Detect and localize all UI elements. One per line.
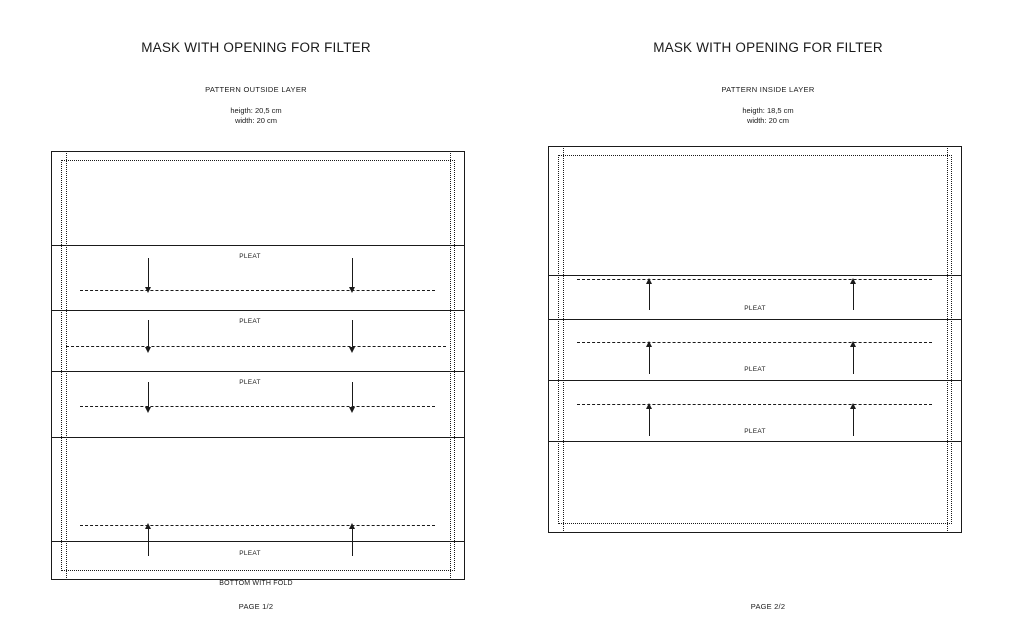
- pleat-direction-arrow: [148, 382, 149, 408]
- fold-line: [80, 290, 435, 291]
- pleat-direction-arrow: [853, 408, 854, 436]
- pleat-boundary-line: [548, 319, 962, 320]
- fold-line: [66, 346, 446, 347]
- fold-line: [80, 525, 435, 526]
- seam-allowance-rectangle-right: [558, 155, 952, 524]
- fold-line: [577, 279, 932, 280]
- seam-allowance-rectangle-left: [61, 160, 455, 571]
- pleat-direction-arrow: [148, 528, 149, 556]
- pleat-boundary-line: [51, 245, 465, 246]
- pattern-page-inside-layer: [512, 0, 1024, 640]
- pleat-label: PLEAT: [744, 428, 766, 435]
- page-subtitle-left: PATTERN OUTSIDE LAYER: [205, 85, 307, 94]
- pleat-direction-arrow: [853, 283, 854, 310]
- pleat-boundary-line: [51, 371, 465, 372]
- pleat-direction-arrow: [649, 283, 650, 310]
- pleat-label: PLEAT: [239, 253, 261, 260]
- pleat-direction-arrow: [148, 258, 149, 288]
- page-number-left: PAGE 1/2: [238, 602, 274, 611]
- page-title-left: MASK WITH OPENING FOR FILTER: [141, 40, 371, 55]
- pleat-label: PLEAT: [239, 550, 261, 557]
- pleat-direction-arrow: [352, 258, 353, 288]
- fold-line: [577, 342, 932, 343]
- fold-line: [577, 404, 932, 405]
- pleat-direction-arrow: [649, 346, 650, 374]
- page-title-right: MASK WITH OPENING FOR FILTER: [653, 40, 883, 55]
- pleat-boundary-line: [51, 437, 465, 438]
- pleat-label: PLEAT: [744, 305, 766, 312]
- page-subtitle-right: PATTERN INSIDE LAYER: [721, 85, 815, 94]
- height-text-left: heigth: 20,5 cm: [230, 106, 282, 115]
- width-text-left: width: 20 cm: [234, 116, 278, 125]
- seam-guide-line-left-inner: [66, 151, 67, 580]
- pleat-direction-arrow: [853, 346, 854, 374]
- seam-guide-line-left-inner: [563, 146, 564, 533]
- bottom-fold-note: BOTTOM WITH FOLD: [219, 580, 293, 587]
- pleat-label: PLEAT: [239, 379, 261, 386]
- pleat-direction-arrow: [352, 528, 353, 556]
- width-text-right: width: 20 cm: [746, 116, 790, 125]
- pleat-direction-arrow: [352, 320, 353, 348]
- page-dimensions-right: [512, 106, 1024, 126]
- pleat-label: PLEAT: [239, 318, 261, 325]
- pleat-boundary-line: [548, 380, 962, 381]
- pleat-label: PLEAT: [744, 366, 766, 373]
- height-text-right: heigth: 18,5 cm: [742, 106, 794, 115]
- pleat-boundary-line: [548, 441, 962, 442]
- pleat-boundary-line: [51, 310, 465, 311]
- page-number-right: PAGE 2/2: [750, 602, 786, 611]
- pleat-boundary-line: [51, 541, 465, 542]
- fold-line: [80, 406, 435, 407]
- seam-guide-line-right-inner: [947, 146, 948, 533]
- pleat-direction-arrow: [148, 320, 149, 348]
- page-dimensions-left: [0, 106, 512, 126]
- pleat-direction-arrow: [352, 382, 353, 408]
- pleat-direction-arrow: [649, 408, 650, 436]
- seam-guide-line-right-inner: [450, 151, 451, 580]
- pleat-boundary-line: [548, 275, 962, 276]
